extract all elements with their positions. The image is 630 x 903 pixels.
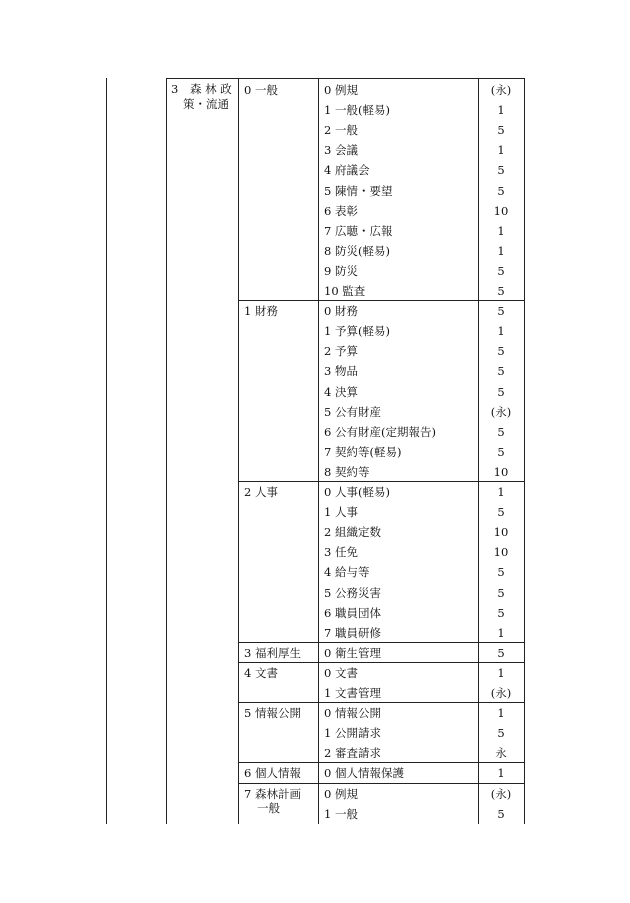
item-name: 0 人事(軽易) <box>324 485 390 499</box>
item-name: 7 職員研修 <box>324 625 381 640</box>
retention-period: 5 <box>497 726 505 741</box>
retention-period: 5 <box>497 424 505 439</box>
item-name: 0 個人情報保護 <box>324 766 404 781</box>
group-label-line2: 一般 <box>257 800 280 815</box>
column-divider-section <box>238 78 239 824</box>
retention-period: 1 <box>497 243 505 258</box>
item-name: 0 例規 <box>324 786 358 801</box>
item-name: 0 文書 <box>324 665 358 680</box>
item-name: 0 情報公開 <box>324 706 381 721</box>
retention-period: 1 <box>497 766 505 781</box>
item-name: 10 監査 <box>324 284 366 298</box>
retention-period: 1 <box>497 665 505 680</box>
retention-period: 1 <box>497 324 505 339</box>
left-margin-rule <box>106 78 107 824</box>
retention-period: 永 <box>495 746 507 761</box>
item-name: 2 組織定数 <box>324 525 381 540</box>
item-name: 1 人事 <box>324 505 358 520</box>
retention-period: 5 <box>497 585 505 600</box>
retention-period: 1 <box>497 143 505 158</box>
retention-period: 10 <box>493 525 509 540</box>
item-name: 6 職員団体 <box>324 605 381 620</box>
retention-period: (永) <box>490 83 512 97</box>
group-separator <box>238 300 525 301</box>
group-separator <box>238 702 525 703</box>
item-name: 1 一般 <box>324 806 358 821</box>
section-name-line2: 策・流通 <box>183 97 229 111</box>
retention-period: 5 <box>497 565 505 580</box>
group-label: 4 文書 <box>244 665 278 680</box>
retention-period: (永) <box>490 786 512 801</box>
item-name: 4 給与等 <box>324 565 370 580</box>
group-label: 0 一般 <box>244 83 278 97</box>
retention-period: 5 <box>497 183 505 198</box>
item-name: 1 公開請求 <box>324 726 381 741</box>
item-name: 6 表彰 <box>324 203 358 218</box>
item-name: 0 衛生管理 <box>324 645 381 660</box>
retention-period: 5 <box>497 444 505 459</box>
item-name: 5 公務災害 <box>324 585 381 600</box>
retention-period: 5 <box>497 806 505 821</box>
retention-period: 1 <box>497 103 505 118</box>
retention-period: 10 <box>493 464 509 479</box>
column-divider-group <box>318 78 319 824</box>
retention-period: 5 <box>497 364 505 379</box>
retention-period: 5 <box>497 163 505 178</box>
table-top-border <box>166 78 525 79</box>
retention-period: 5 <box>497 344 505 359</box>
item-name: 7 広聴・広報 <box>324 223 393 238</box>
item-name: 1 文書管理 <box>324 686 381 700</box>
section-number: 3 <box>171 82 179 96</box>
table-left-border <box>166 78 167 824</box>
retention-period: 1 <box>497 625 505 640</box>
retention-period: 1 <box>497 223 505 238</box>
retention-period: 5 <box>497 605 505 620</box>
item-name: 5 公有財産 <box>324 404 381 419</box>
item-name: 1 一般(軽易) <box>324 103 390 118</box>
group-label-line1: 7 森林計画 <box>244 786 301 801</box>
section-name-line1: 森 林 政 <box>190 82 232 96</box>
group-label: 3 福利厚生 <box>244 645 301 660</box>
group-separator <box>238 662 525 663</box>
retention-period: 5 <box>497 384 505 399</box>
item-name: 3 会議 <box>324 143 358 158</box>
retention-period: (永) <box>490 404 512 419</box>
retention-period: (永) <box>490 686 512 700</box>
item-name: 4 府議会 <box>324 163 370 178</box>
item-name: 2 審査請求 <box>324 746 381 761</box>
item-name: 2 予算 <box>324 344 358 359</box>
retention-period: 10 <box>493 203 509 218</box>
item-name: 8 契約等 <box>324 464 370 479</box>
item-name: 3 任免 <box>324 545 358 560</box>
item-name: 8 防災(軽易) <box>324 243 390 258</box>
group-label: 2 人事 <box>244 485 278 499</box>
retention-period: 10 <box>493 545 509 560</box>
item-name: 5 陳情・要望 <box>324 183 393 198</box>
item-name: 3 物品 <box>324 364 358 379</box>
group-label: 1 財務 <box>244 304 278 319</box>
group-separator <box>238 783 525 784</box>
item-name: 7 契約等(軽易) <box>324 444 402 459</box>
table-right-border <box>524 78 525 824</box>
group-separator <box>238 762 525 763</box>
retention-period: 1 <box>497 706 505 721</box>
retention-period: 5 <box>497 645 505 660</box>
item-name: 0 例規 <box>324 83 358 97</box>
retention-period: 5 <box>497 263 505 278</box>
item-name: 2 一般 <box>324 123 358 138</box>
item-name: 0 財務 <box>324 304 358 319</box>
retention-period: 1 <box>497 485 505 499</box>
retention-period: 5 <box>497 505 505 520</box>
item-name: 4 決算 <box>324 384 358 399</box>
item-name: 1 予算(軽易) <box>324 324 390 339</box>
retention-period: 5 <box>497 284 505 298</box>
group-label: 6 個人情報 <box>244 766 301 781</box>
retention-period: 5 <box>497 123 505 138</box>
retention-period: 5 <box>497 304 505 319</box>
item-name: 9 防災 <box>324 263 358 278</box>
group-separator <box>238 481 525 482</box>
group-separator <box>238 642 525 643</box>
group-label: 5 情報公開 <box>244 706 301 721</box>
item-name: 6 公有財産(定期報告) <box>324 424 436 439</box>
